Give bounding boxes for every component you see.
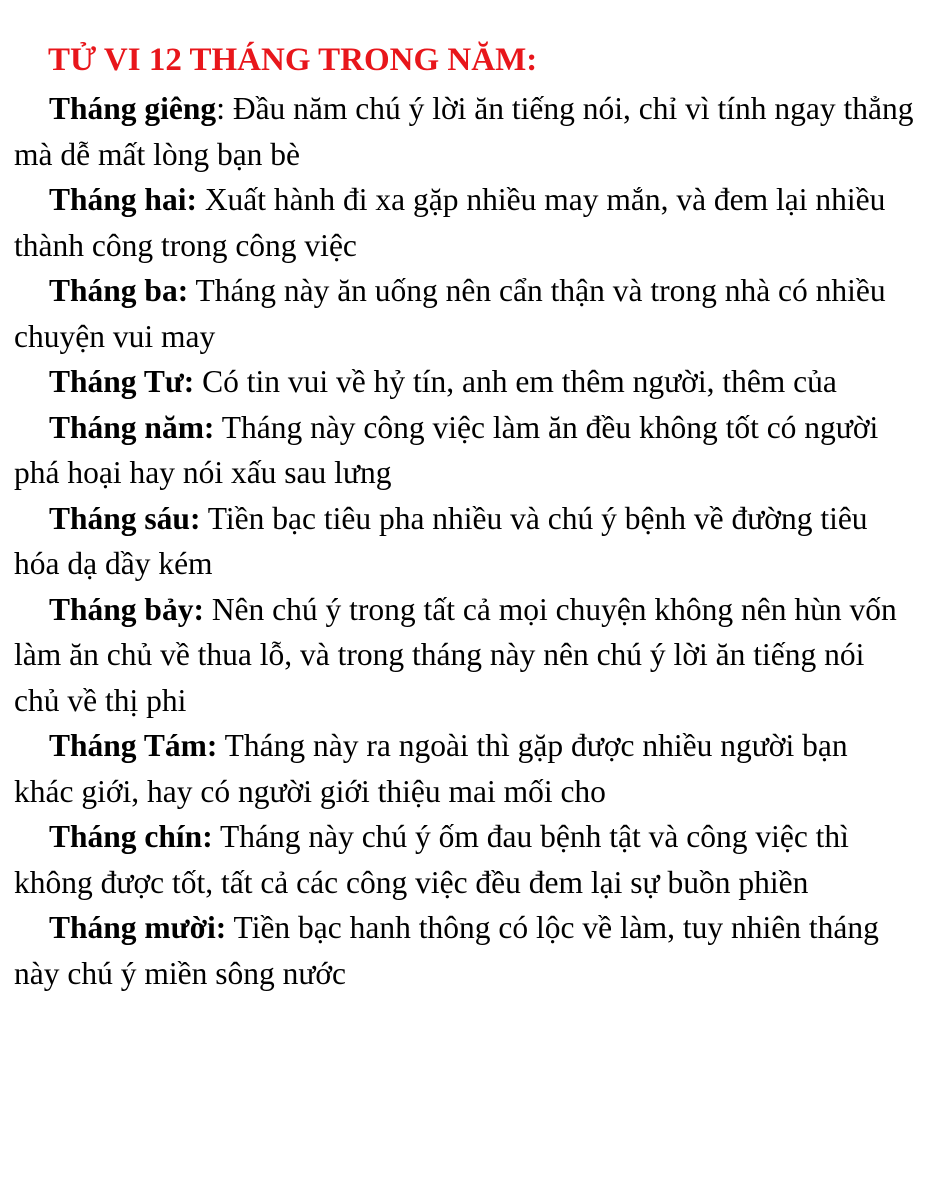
month-description: Có tin vui về hỷ tín, anh em thêm người, thêm của — [194, 364, 837, 399]
month-label: Tháng hai: — [49, 182, 197, 217]
month-entry-3 — [14, 268, 914, 359]
month-description: Nên chú ý trong tất cả mọi chuyện không nên hùn vốn làm ăn chủ về thua lỗ, và trong tháng này nên chú ý lời ăn tiếng nói chủ về thị phi — [14, 591, 897, 718]
month-label: Tháng giêng — [49, 91, 217, 126]
month-entry-7 — [14, 587, 914, 724]
month-entry-5 — [14, 405, 914, 496]
month-description: Tháng này ra ngoài thì gặp được nhiều người bạn khác giới, hay có người giới thiệu mai mối cho — [14, 728, 848, 809]
month-entry-1 — [14, 86, 914, 177]
month-separator: : — [216, 91, 225, 126]
month-description: Tháng này ăn uống nên cẩn thận và trong nhà có nhiều chuyện vui may — [14, 273, 886, 354]
month-label: Tháng bảy: — [49, 591, 204, 627]
month-label: Tháng mười: — [49, 910, 227, 945]
month-label: Tháng Tám: — [49, 728, 218, 763]
month-entry-6 — [14, 496, 914, 587]
page-title: TỬ VI 12 THÁNG TRONG NĂM: — [48, 42, 538, 78]
month-label: Tháng sáu: — [49, 500, 201, 536]
month-label: Tháng ba: — [49, 273, 189, 308]
month-description: Đầu năm chú ý lời ăn tiếng nói, chỉ vì tính ngay thẳng mà dễ mất lòng bạn bè — [14, 91, 914, 172]
month-label: Tháng năm: — [49, 409, 215, 445]
month-entry-10 — [14, 905, 914, 996]
month-label: Tháng chín: — [49, 819, 213, 854]
month-description: Tháng này chú ý ốm đau bệnh tật và công việc thì không được tốt, tất cả các công việc đều đem lại sự buồn phiền — [14, 819, 849, 900]
month-list — [14, 86, 914, 996]
month-entry-2 — [14, 177, 914, 268]
month-label: Tháng Tư: — [49, 364, 195, 399]
month-entry-9 — [14, 814, 914, 905]
month-entry-8 — [14, 723, 914, 814]
month-description: Tháng này công việc làm ăn đều không tốt có người phá hoại hay nói xấu sau lưng — [14, 409, 879, 490]
month-description: Xuất hành đi xa gặp nhiều may mắn, và đem lại nhiều thành công trong công việc — [14, 182, 886, 263]
month-entry-4 — [14, 359, 914, 405]
month-description: Tiền bạc tiêu pha nhiều và chú ý bệnh về đường tiêu hóa dạ dầy kém — [14, 500, 868, 581]
month-description: Tiền bạc hanh thông có lộc về làm, tuy nhiên tháng này chú ý miền sông nước — [14, 910, 879, 991]
